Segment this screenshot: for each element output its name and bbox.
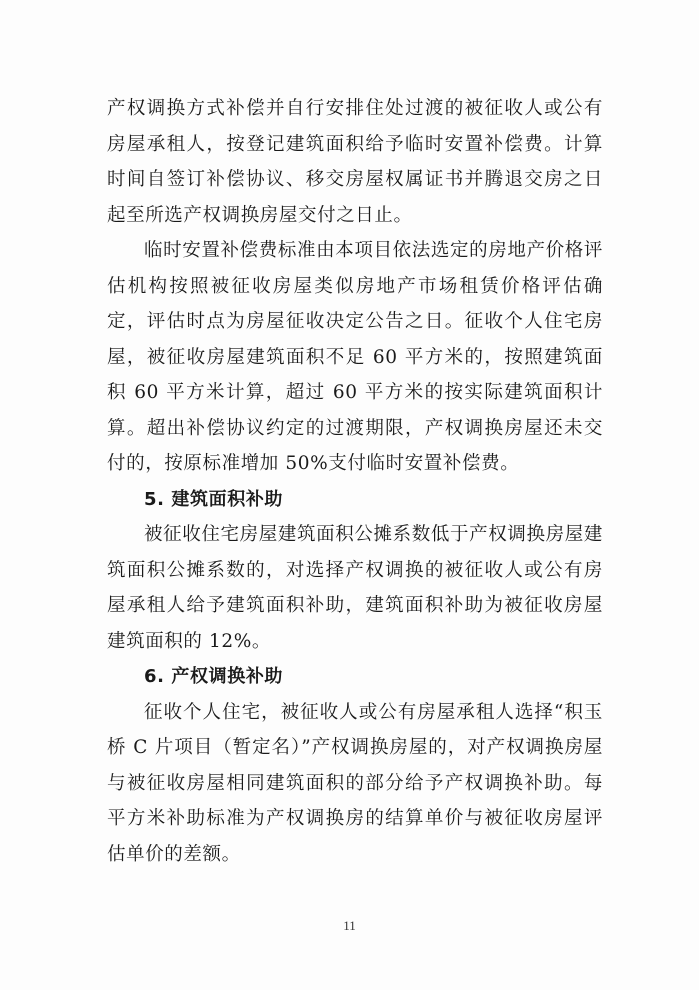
section-heading-floor-area-subsidy: 5. 建筑面积补助 bbox=[144, 488, 284, 510]
page-number: 11 bbox=[343, 918, 356, 933]
paragraph-temporary-resettlement-standard: 临时安置补偿费标准由本项目依法选定的房地产价格评估机构按照被征收房屋类似房地产市场租赁价格评估确定，评估时点为房屋征收决定公告之日。征收个人住宅房屋，被征收房屋建筑面积不足 60 平方米的，按照建筑面积 60 平方米计算，超过 60 平方米的按实际建筑面积计算。超出补偿协议约定的过渡期限，产权调换房屋还未交付的，按原标准增加 50%支付临时安置补偿费。 bbox=[107, 240, 603, 474]
paragraph-floor-area-subsidy: 被征收住宅房屋建筑面积公摊系数低于产权调换房屋建筑面积公摊系数的，对选择产权调换的被征收人或公有房屋承租人给予建筑面积补助，建筑面积补助为被征收房屋建筑面积的 12%。 bbox=[107, 524, 603, 652]
document-body bbox=[107, 91, 603, 872]
paragraph-property-exchange-subsidy: 征收个人住宅，被征收人或公有房屋承租人选择“积玉桥 C 片项目（暂定名）”产权调换房屋的，对产权调换房屋与被征收房屋相同建筑面积的部分给予产权调换补助。每平方米补助标准为产权调换房的结算单价与被征收房屋评估单价的差额。 bbox=[107, 701, 603, 865]
paragraph-temporary-resettlement-continued: 产权调换方式补偿并自行安排住处过渡的被征收人或公有房屋承租人，按登记建筑面积给予临时安置补偿费。计算时间自签订补偿协议、移交房屋权属证书并腾退交房之日起至所选产权调换房屋交付之日止。 bbox=[107, 98, 603, 226]
section-heading-property-exchange-subsidy: 6. 产权调换补助 bbox=[144, 666, 284, 687]
